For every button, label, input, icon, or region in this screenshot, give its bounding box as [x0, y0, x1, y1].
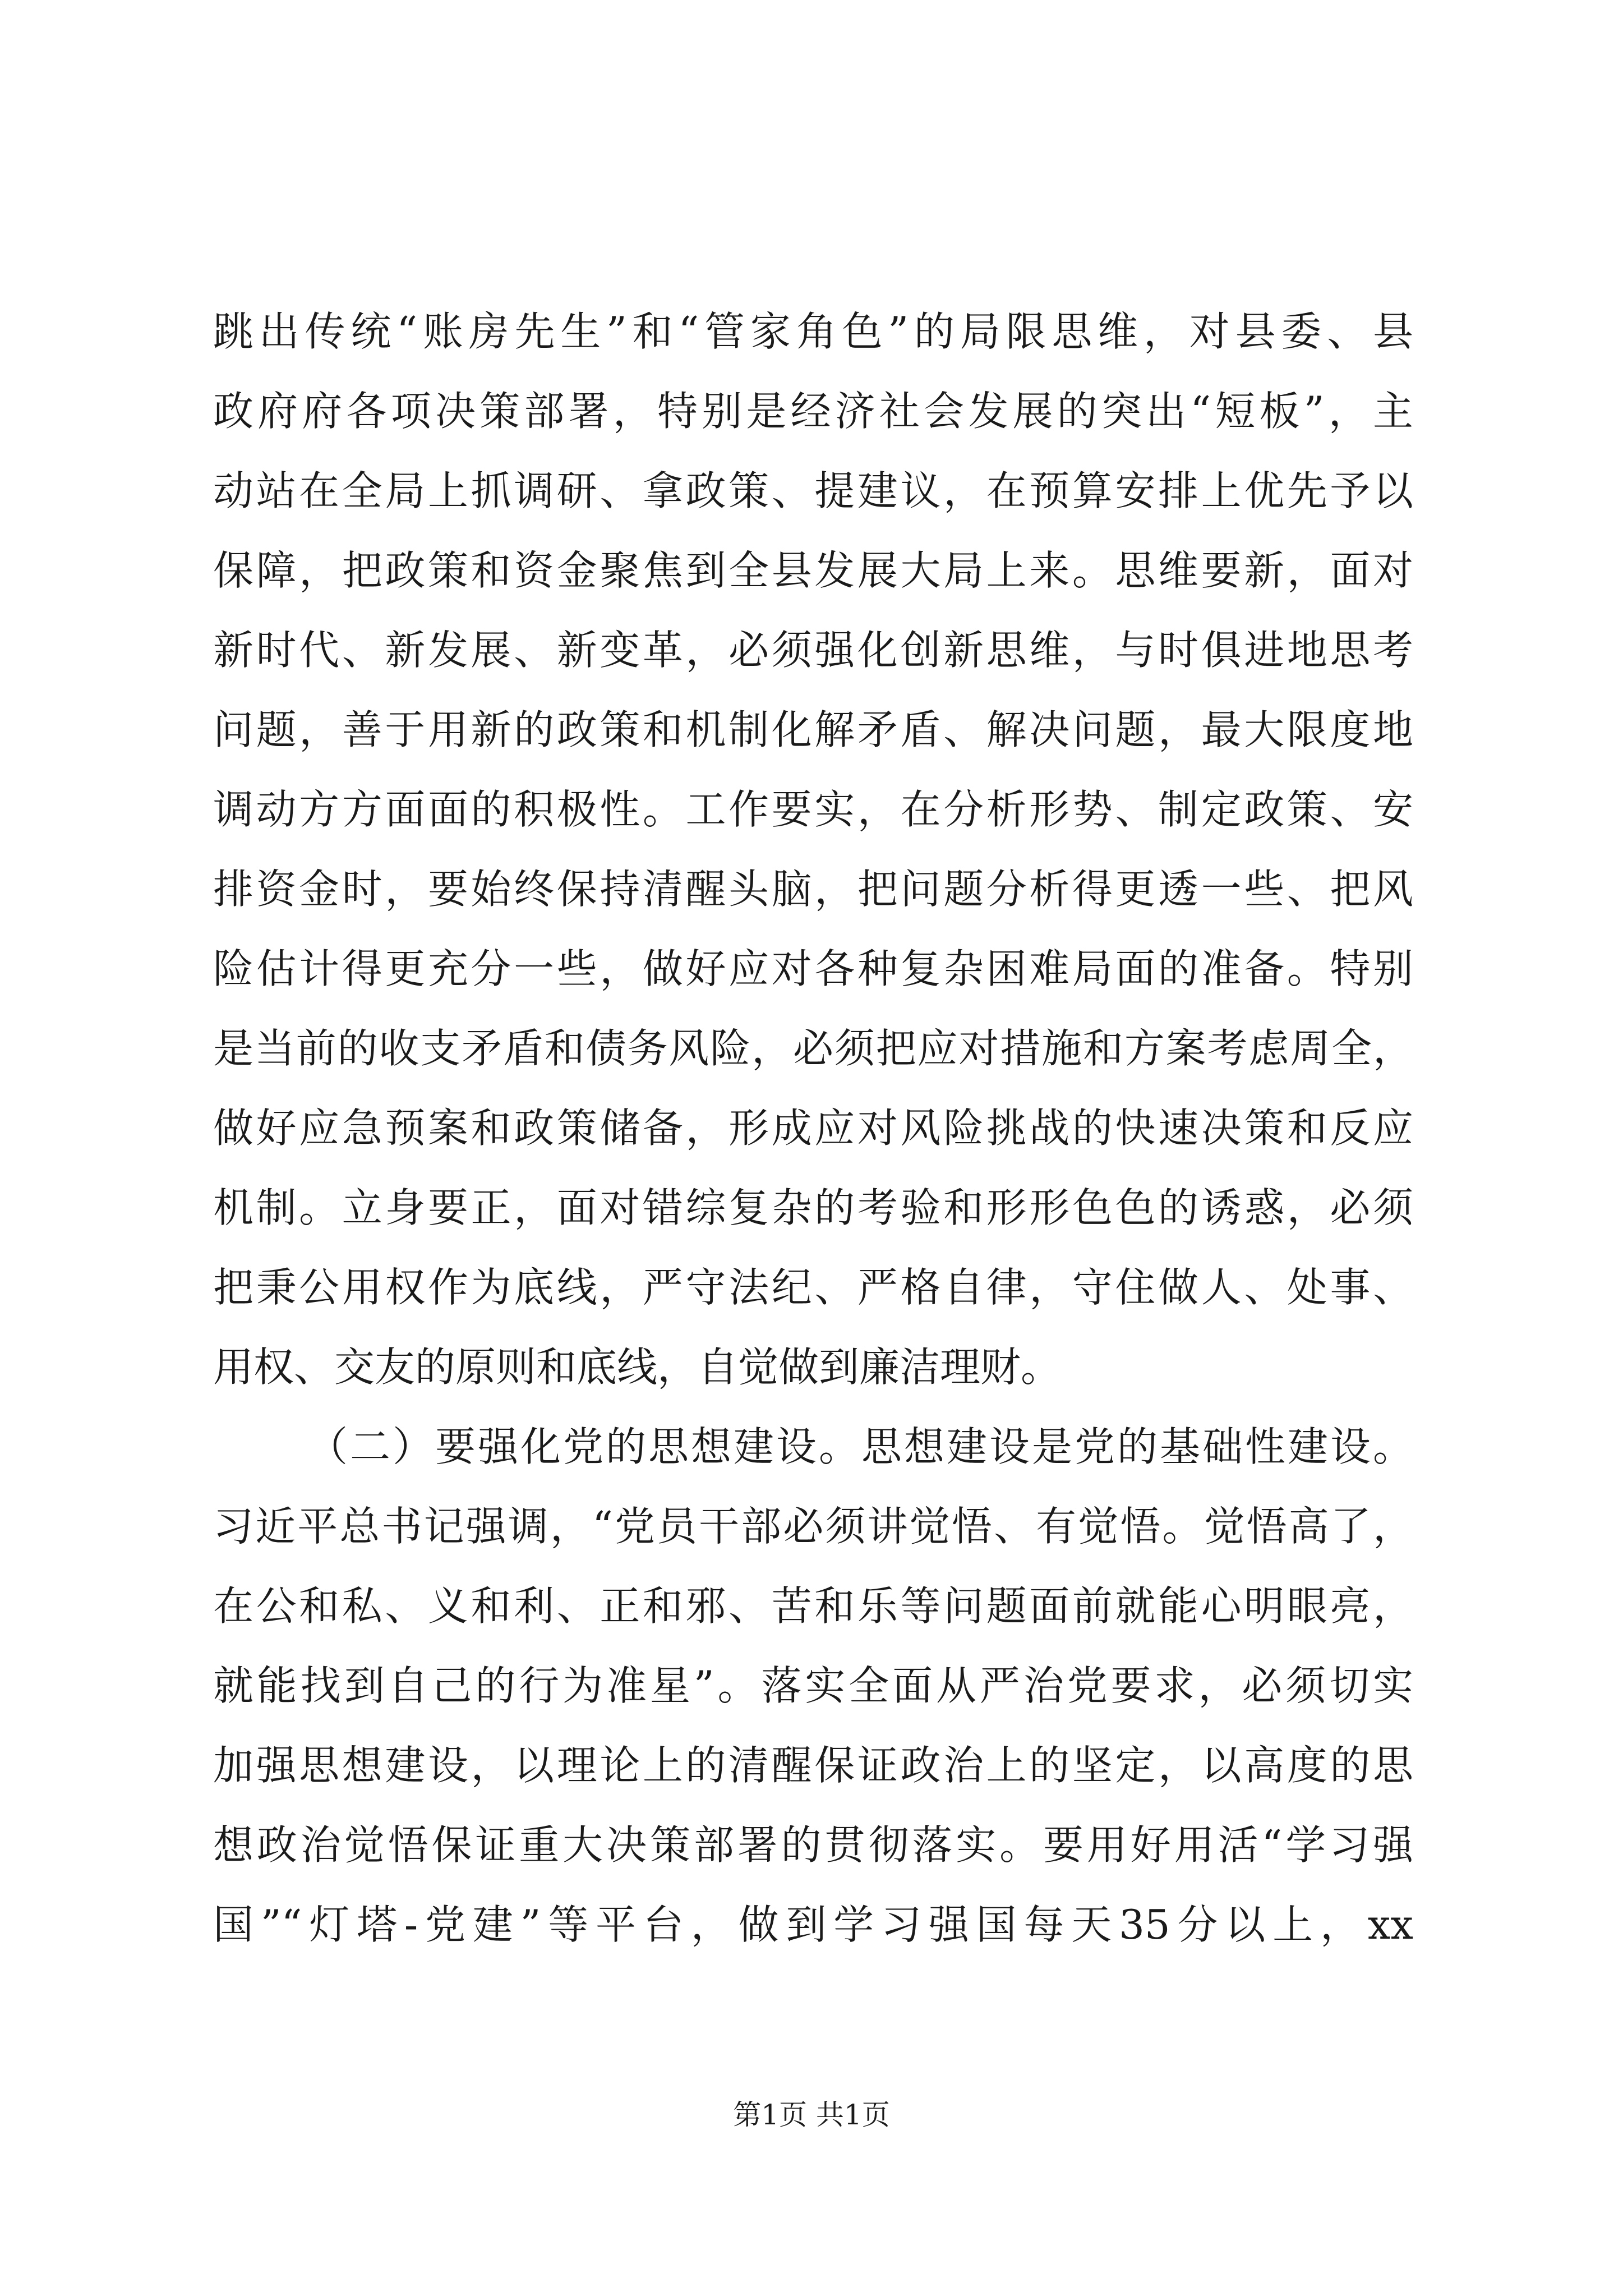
- page-footer: [0, 2098, 1623, 2132]
- text-line: 把秉公用权作为底线，严守法纪、严格自律，守住做人、处事、: [213, 1264, 1413, 1311]
- text-line: 机制。立身要正，面对错综复杂的考验和形形色色的诱惑，必须: [213, 1184, 1413, 1231]
- text-line: 国”“灯塔-党建”等平台，做到学习强国每天35分以上，xx: [213, 1901, 1413, 1948]
- text-line: 动站在全局上抓调研、拿政策、提建议，在预算安排上优先予以: [213, 467, 1413, 514]
- document-body: [213, 292, 1413, 1964]
- text-line: 就能找到自己的行为准星”。落实全面从严治党要求，必须切实: [213, 1662, 1413, 1709]
- text-line: 跳出传统“账房先生”和“管家角色”的局限思维，对县委、县: [213, 308, 1413, 355]
- text-line: 问题，善于用新的政策和机制化解矛盾、解决问题，最大限度地: [213, 706, 1413, 753]
- text-line: 排资金时，要始终保持清醒头脑，把问题分析得更透一些、把风: [213, 866, 1413, 913]
- page-number-label: 第1页 共1页: [733, 2099, 890, 2131]
- text-line: 想政治觉悟保证重大决策部署的贯彻落实。要用好用活“学习强: [213, 1821, 1413, 1869]
- text-line: 险估计得更充分一些，做好应对各种复杂困难局面的准备。特别: [213, 945, 1413, 992]
- text-line: 政府府各项决策部署，特别是经济社会发展的突出“短板”，主: [213, 388, 1413, 435]
- text-line: 保障，把政策和资金聚焦到全县发展大局上来。思维要新，面对: [213, 547, 1413, 594]
- section-heading-line: （二）要强化党的思想建设。思想建设是党的基础性建设。: [307, 1423, 1413, 1470]
- text-line: 调动方方面面的积极性。工作要实，在分析形势、制定政策、安: [213, 786, 1413, 833]
- text-line: 加强思想建设，以理论上的清醒保证政治上的坚定，以高度的思: [213, 1742, 1413, 1789]
- text-line: 新时代、新发展、新变革，必须强化创新思维，与时俱进地思考: [213, 627, 1413, 674]
- text-line: 用权、交友的原则和底线，自觉做到廉洁理财。: [213, 1343, 1062, 1391]
- text-line: 在公和私、义和利、正和邪、苦和乐等问题面前就能心明眼亮，: [213, 1582, 1413, 1630]
- text-line: 做好应急预案和政策储备，形成应对风险挑战的快速决策和反应: [213, 1105, 1413, 1152]
- text-line: 是当前的收支矛盾和债务风险，必须把应对措施和方案考虑周全，: [213, 1025, 1413, 1072]
- text-line: 习近平总书记强调，“党员干部必须讲觉悟、有觉悟。觉悟高了，: [213, 1503, 1413, 1550]
